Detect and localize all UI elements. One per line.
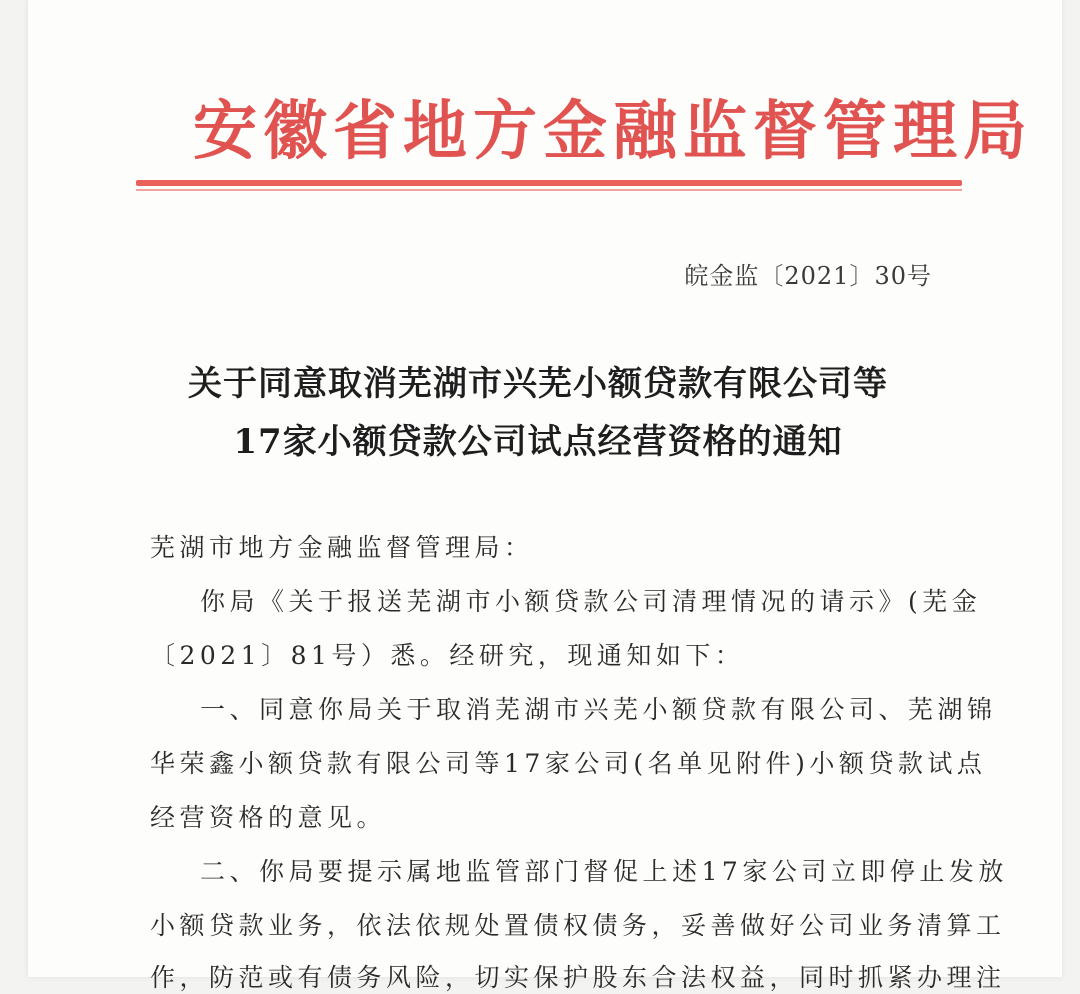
- red-header-rule: [136, 180, 962, 186]
- body-paragraph-line: 一、同意你局关于取消芜湖市兴芜小额贷款有限公司、芜湖锦: [200, 695, 997, 724]
- body-paragraph-line: 二、你局要提示属地监管部门督促上述17家公司立即停止发放: [200, 857, 1008, 886]
- body-paragraph-line: 小额贷款业务，依法依规处置债权债务，妥善做好公司业务清算工: [150, 911, 1006, 940]
- issuer-header: 安徽省地方金融监督管理局: [193, 94, 1033, 169]
- body-paragraph-line: 经营资格的意见。: [150, 803, 387, 832]
- body-paragraph-line: 作，防范或有债务风险，切实保护股东合法权益，同时抓紧办理注: [150, 963, 1006, 992]
- document-page: [28, 0, 1062, 992]
- document-number: 皖金监〔2021〕30号: [684, 262, 932, 290]
- document-title-line-1: 关于同意取消芜湖市兴芜小额贷款有限公司等: [188, 364, 888, 404]
- salutation: 芜湖市地方金融监督管理局：: [150, 533, 534, 562]
- body-paragraph-line: 〔2021〕81号）悉。经研究，现通知如下：: [150, 641, 745, 670]
- body-paragraph-line: 华荣鑫小额贷款有限公司等17家公司(名单见附件)小额贷款试点: [150, 749, 987, 778]
- red-header-rule-thin: [136, 189, 962, 191]
- document-title-line-2: 17家小额贷款公司试点经营资格的通知: [233, 422, 843, 462]
- body-paragraph-line: 你局《关于报送芜湖市小额贷款公司清理情况的请示》(芜金: [200, 587, 982, 616]
